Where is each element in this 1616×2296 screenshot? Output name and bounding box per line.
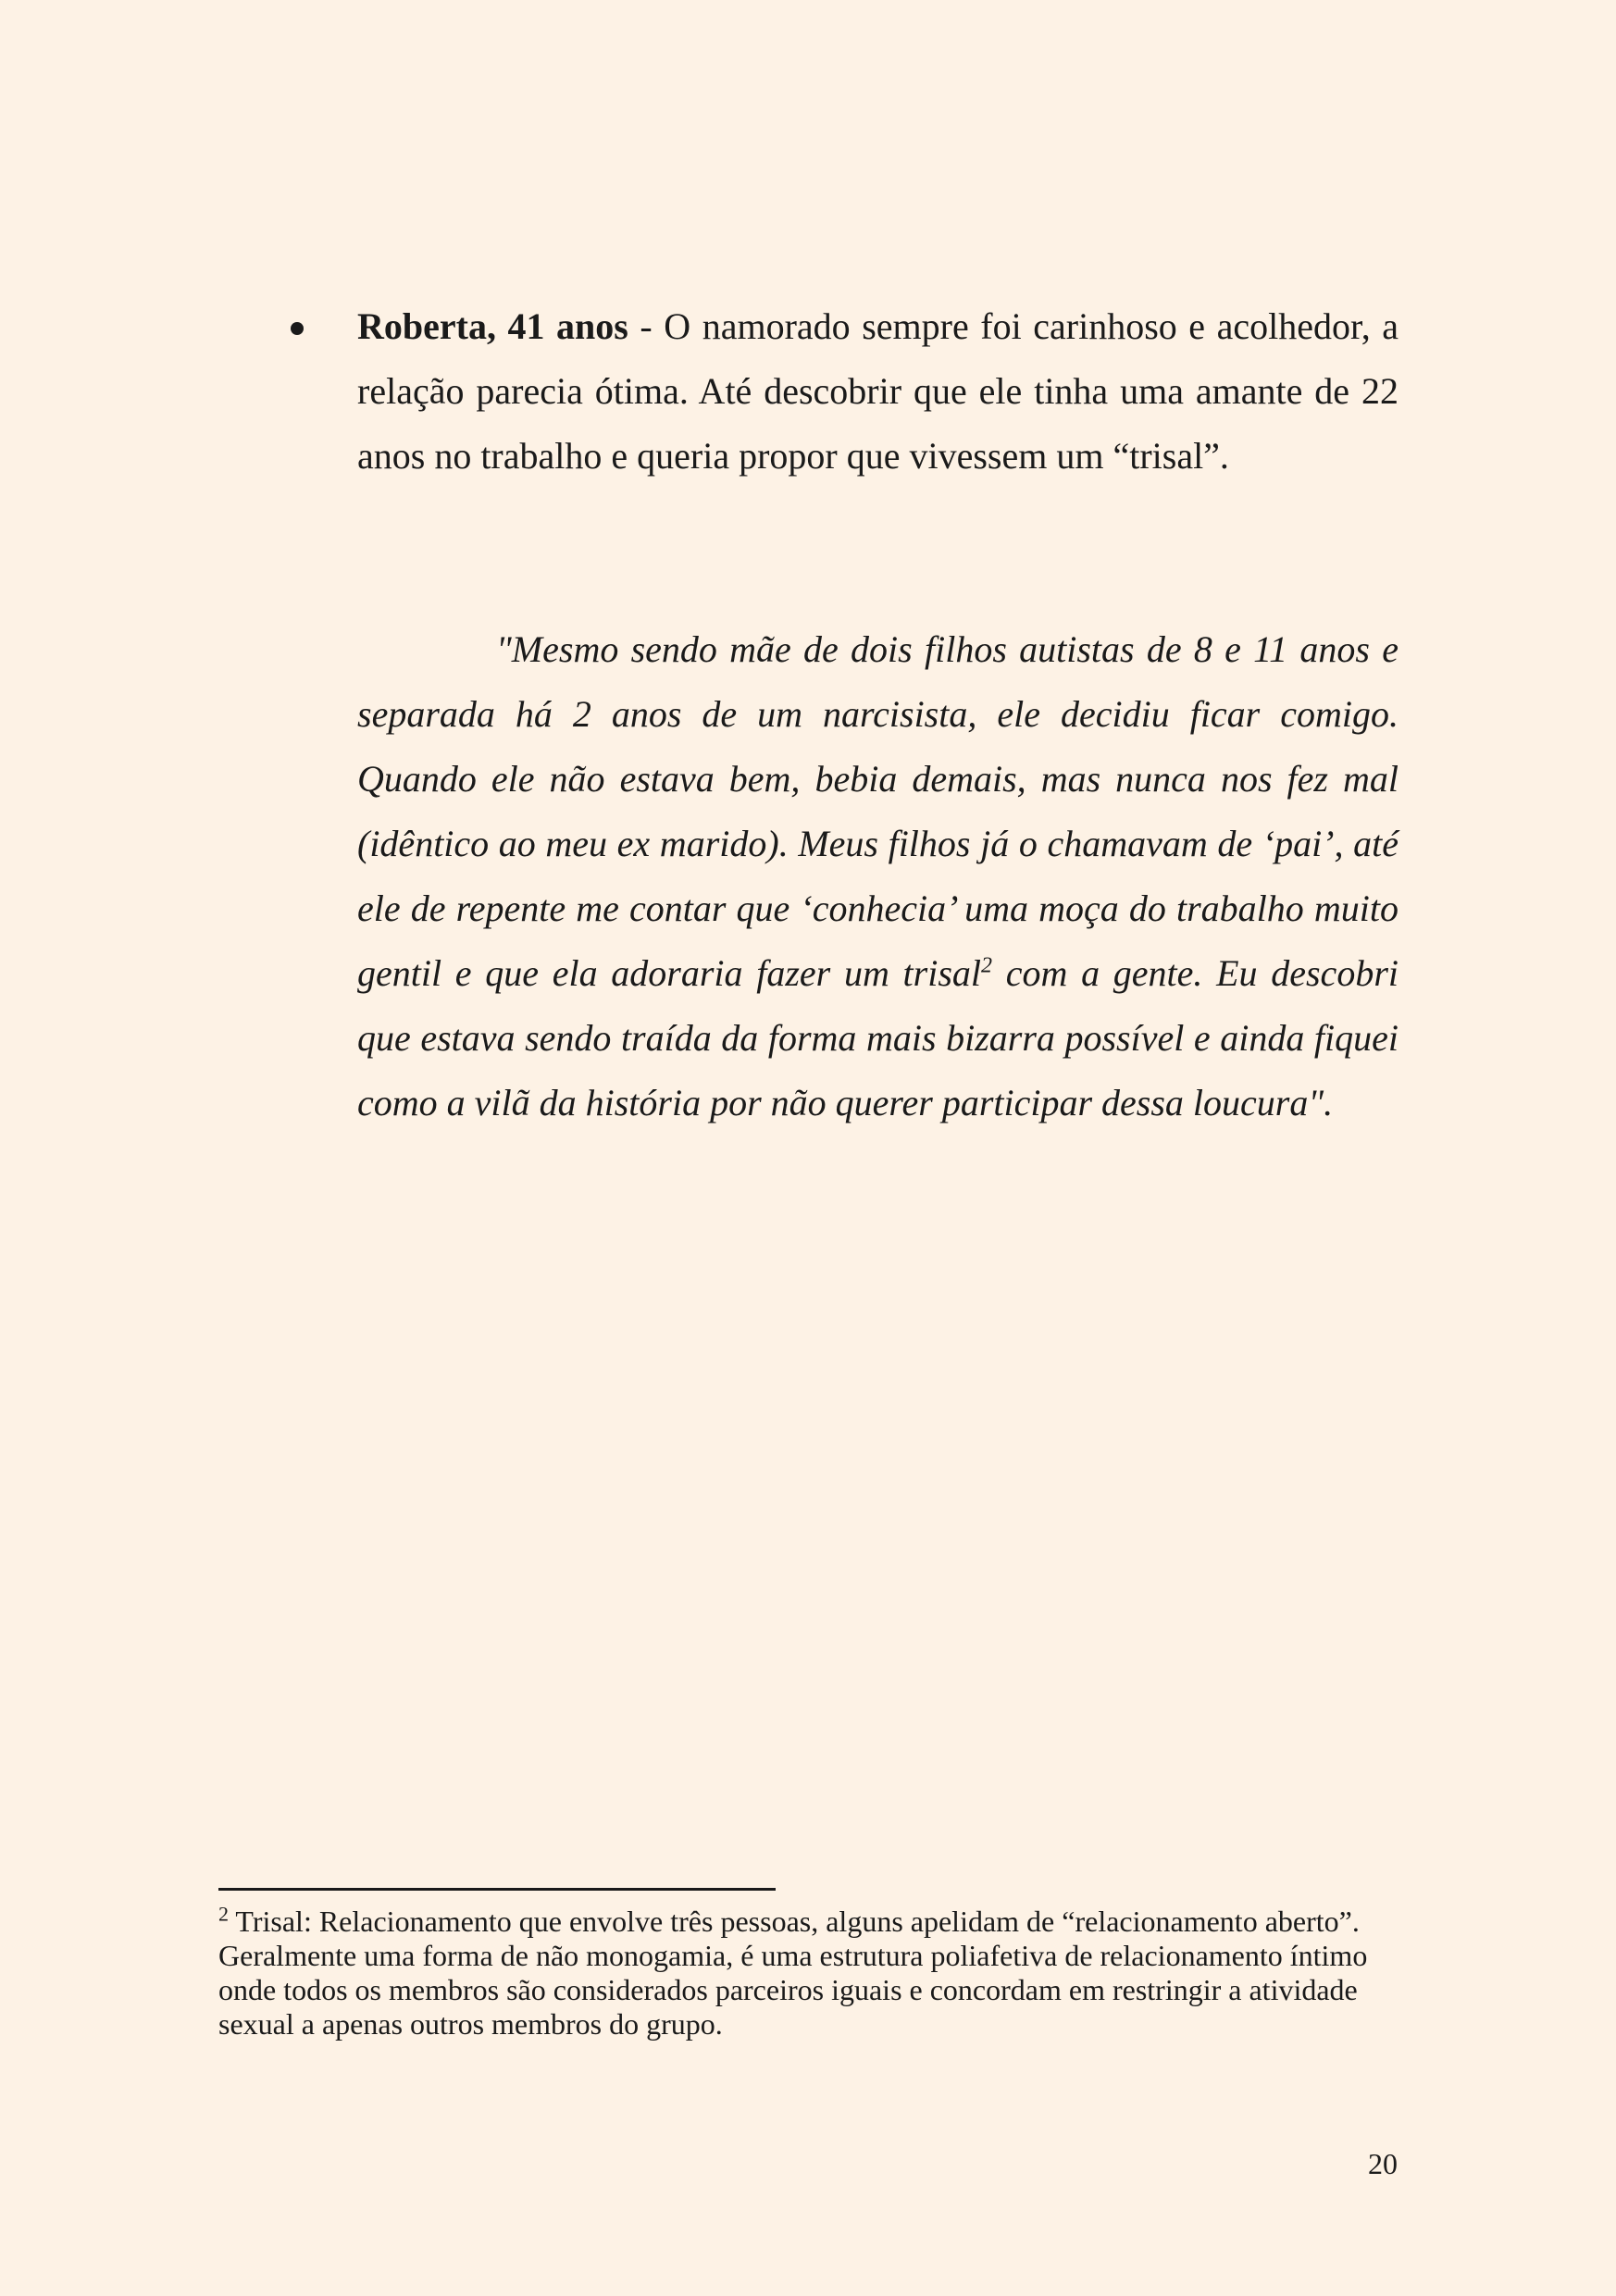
testimonial-quote xyxy=(357,617,1398,1136)
footnote-reference[interactable]: 2 xyxy=(981,953,993,978)
quote-text-end: com a gente. Eu descobri que estava sendo traída da forma mais bizarra possível e ainda fiquei como a vilã da história por não querer participar dessa loucura". xyxy=(357,952,1398,1123)
page-number: 20 xyxy=(1368,2147,1398,2180)
bullet-point xyxy=(291,322,304,335)
person-name: Roberta, 41 anos xyxy=(357,305,628,347)
footnote-separator xyxy=(218,1888,776,1891)
footnote-text: Trisal: Relacionamento que envolve três pessoas, alguns apelidam de “relacionamento aberto”. Geralmente uma forma de não monogamia, é uma estrutura poliafetiva de relacionamento íntimo onde todos os membros são considerados parceiros iguais e concordam em restringir a atividade sexual a apenas outros membros do grupo. xyxy=(218,1905,1368,2041)
footnote-mark: 2 xyxy=(218,1902,229,1926)
bullet-paragraph xyxy=(357,294,1398,489)
footnote xyxy=(218,1902,1403,2042)
bullet-body-text: - O namorado sempre foi carinhoso e acolhedor, a relação parecia ótima. Até descobrir que ele tinha uma amante de 22 anos no trabalho e queria propor que vivessem um “trisal”. xyxy=(357,305,1398,477)
quote-text-start: "Mesmo sendo mãe de dois filhos autistas de 8 e 11 anos e separada há 2 anos de um narcisista, ele decidiu ficar comigo. Quando ele não estava bem, bebia demais, mas nunca nos fez mal (idêntico ao meu ex marido). Meus filhos já o chamavam de ‘pai’, até ele de repente me contar que ‘conhecia’ uma moça do trabalho muito gentil e que ela adoraria fazer um trisal xyxy=(357,628,1398,994)
